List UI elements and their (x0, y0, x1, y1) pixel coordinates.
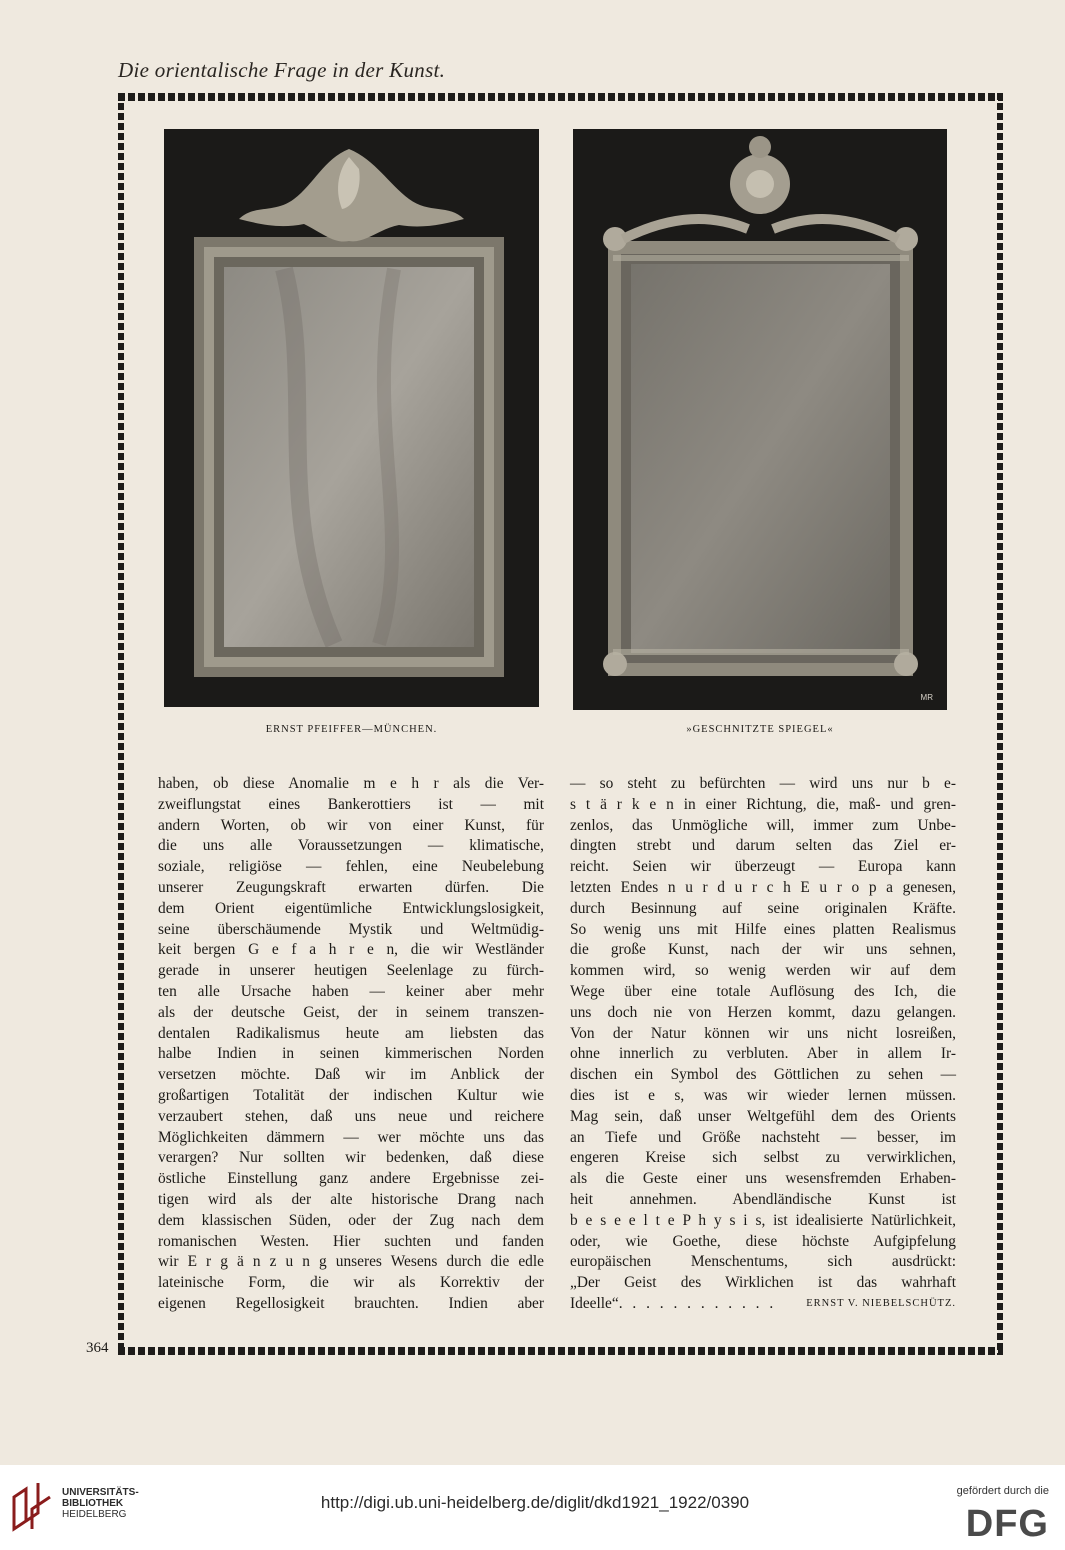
running-head: Die orientalische Frage in der Kunst. (118, 58, 446, 82)
text-line: romanischen Westen. Hier suchten und fanden (158, 1232, 544, 1250)
text-line: engeren Kreise sich selbst zu verwirklichen, (570, 1149, 956, 1167)
dfg-logo: DFG (965, 1503, 1049, 1545)
text-line: zenlos, das Unmögliche will, immer zum Unbe- (570, 816, 956, 834)
caption-left: ERNST PFEIFFER—MÜNCHEN. (265, 724, 438, 735)
text-line: verzaubert stehen, daß uns neue und reichere (158, 1107, 544, 1125)
text-line: seine überschäumende Mystik und Weltmüdig- (158, 920, 544, 938)
closing-quote: Ideelle“ (570, 1294, 619, 1312)
text-line: haben, ob diese Anomalie m e h r als die Ver- (158, 775, 544, 792)
text-line: dentalen Radikalismus heute am liebsten das (158, 1024, 544, 1042)
ornamental-border-bottom (118, 1347, 1003, 1355)
author-signature: ERNST V. NIEBELSCHÜTZ. (806, 1297, 956, 1309)
text-line: uns doch nie von Herzen kommt, dazu gelangen. (570, 1003, 956, 1021)
mirror-left-illustration (164, 129, 539, 707)
text-line: andern Worten, ob wir von einer Kunst, für (158, 816, 544, 834)
permalink-url[interactable]: http://digi.ub.uni-heidelberg.de/diglit/dkd1921_1922/0390 (320, 1493, 750, 1512)
text-line: dem klassischen Süden, oder der Zug nach dem (158, 1211, 544, 1229)
text-line: zweiflungstat eines Bankerottiers ist — mit (158, 795, 544, 813)
text-line: Möglichkeiten dämmern — wer möchte uns das (158, 1128, 544, 1146)
text-line: soziale, religiöse — fehlen, eine Neubelebung (158, 858, 544, 876)
mirror-photo-left (164, 129, 539, 707)
text-line: östliche Einstellung ganz andere Ergebnisse zei- (158, 1170, 544, 1188)
page-number: 364 (86, 1340, 109, 1356)
text-line: großartigen Totalität der indischen Kultur wie (158, 1086, 544, 1104)
text-line: tigen wird als der alte historische Drang nach (158, 1190, 544, 1208)
text-line: versetzen möchte. Daß wir im Anblick der (158, 1066, 544, 1084)
text-line: lateinische Form, die wir als Korrektiv der (158, 1274, 544, 1292)
text-line: gerade in unserer heutigen Seelenlage zu fürch- (158, 962, 544, 980)
text-line: als die Geste einer uns wesensfremden Erhaben- (570, 1170, 956, 1188)
text-line: b e s e e l t e P h y s i s, ist idealisierte Natürlichkeit, (570, 1211, 956, 1229)
mirror-photo-right (573, 129, 947, 710)
text-line: Mag sein, daß unser Weltgefühl dem des Orients (570, 1107, 956, 1125)
text-line: Von der Natur können wir uns nicht losreißen, (570, 1024, 956, 1042)
library-name (62, 1487, 139, 1520)
text-line: ten alle Ursache haben — keiner aber mehr (158, 982, 544, 1000)
text-column-left (158, 774, 544, 1315)
mirror-right-illustration (573, 129, 947, 710)
funding-note: gefördert durch die (956, 1485, 1049, 1497)
library-line-3: HEIDELBERG (62, 1509, 127, 1520)
library-line-1: UNIVERSITÄTS- (62, 1487, 139, 1498)
caption-right: »GESCHNITZTE SPIEGEL« (686, 724, 834, 735)
text-line: halbe Indien in seinen kimmerischen Norden (158, 1045, 544, 1063)
ornamental-border-right (997, 93, 1003, 1355)
text-line: letzten Endes n u r d u r c h E u r o p a genesen, (570, 878, 956, 896)
ornamental-border-left (118, 93, 124, 1355)
text-line: die große Kunst, nach der wir uns sehnen, (570, 941, 956, 959)
dot-leader: . . . . . . . . . . . . (618, 1294, 777, 1312)
text-line: als der deutsche Geist, der in seinem transzen- (158, 1003, 544, 1021)
text-line: Wege über eine totale Auflösung des Ich, die (570, 982, 956, 1000)
text-line: „Der Geist des Wirklichen ist das wahrhaft (570, 1274, 956, 1292)
ornamental-border-top (118, 93, 1003, 101)
closing-line (570, 1294, 956, 1315)
text-line: europäischen Menschentums, sich ausdrückt: (570, 1253, 956, 1271)
text-line: an Tiefe und Größe nachsteht — besser, im (570, 1128, 956, 1146)
text-line: ohne innerlich zu verbluten. Aber in allem Ir- (570, 1045, 956, 1063)
text-line: heit annehmen. Abendländische Kunst ist (570, 1190, 956, 1208)
text-line: die uns alle Voraussetzungen — klimatische, (158, 837, 544, 855)
photographer-monogram: MR (920, 693, 933, 702)
text-line: So wenig uns mit Hilfe eines platten Realismus (570, 920, 956, 938)
text-line: dingten strebt und darum selten das Ziel er- (570, 837, 956, 855)
text-line: reicht. Seien wir überzeugt — Europa kann (570, 858, 956, 876)
text-line: unserer Zeugungskraft erwarten dürfen. Die (158, 878, 544, 896)
text-line: oder, wie Goethe, diese höchste Aufgipfelung (570, 1232, 956, 1250)
text-line: kommen wird, so wenig werden wir auf dem (570, 962, 956, 980)
text-line: durch Besinnung auf seine originalen Kräfte. (570, 899, 956, 917)
text-line: keit bergen G e f a h r e n, die wir Westländer (158, 941, 544, 959)
text-line: verargen? Nur sollten wir bedenken, daß diese (158, 1149, 544, 1167)
university-library-logo-icon (10, 1483, 54, 1533)
library-line-2: BIBLIOTHEK (62, 1498, 124, 1509)
text-line: dies ist e s, was wir wieder lernen müssen. (570, 1086, 956, 1104)
text-line: wir E r g ä n z u n g unseres Wesens durch die edle (158, 1253, 544, 1271)
text-line: dem Orient eigentümliche Entwicklungslosigkeit, (158, 899, 544, 917)
text-line: — so steht zu befürchten — wird uns nur b e- (570, 775, 956, 792)
text-line: dischen ein Symbol des Göttlichen zu sehen — (570, 1066, 956, 1084)
text-column-right (570, 774, 956, 1315)
text-line: s t ä r k e n in einer Richtung, die, maß- und gren- (570, 795, 956, 813)
digitization-footer (0, 1465, 1065, 1550)
text-line: eigenen Regellosigkeit brauchten. Indien aber (158, 1294, 544, 1312)
